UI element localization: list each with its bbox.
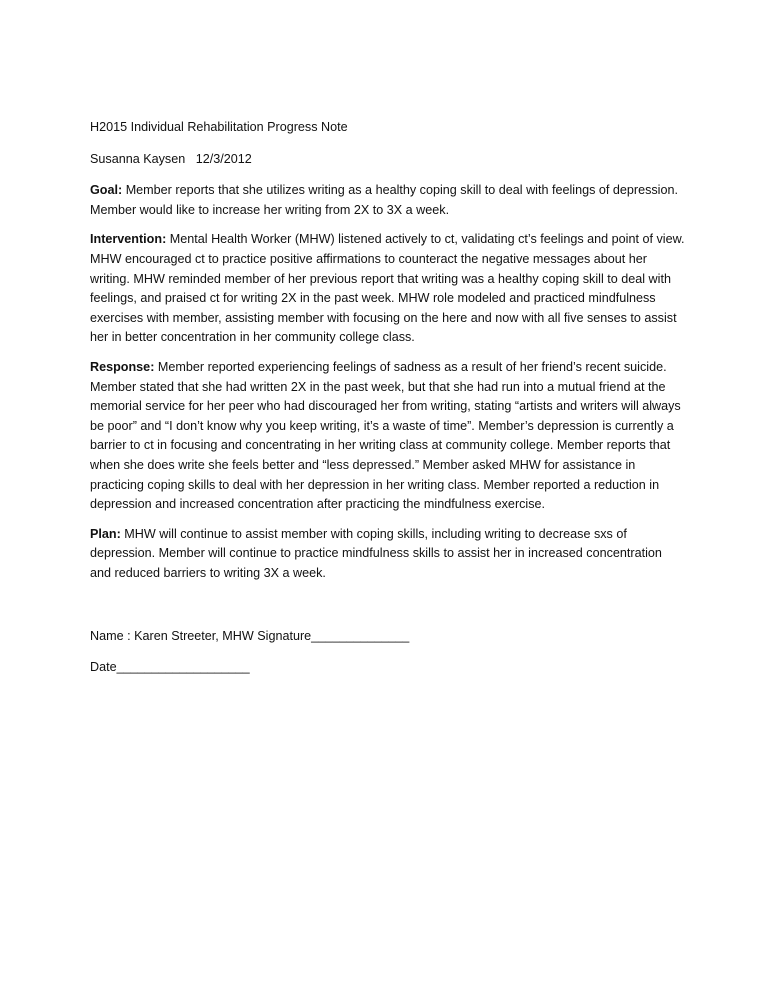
signature-date-line: Date___________________	[90, 660, 250, 675]
plan-label: Plan:	[90, 526, 121, 541]
goal-label: Goal:	[90, 183, 123, 198]
section-spacer	[90, 593, 685, 627]
response-section	[90, 358, 685, 515]
intervention-section	[90, 230, 685, 348]
goal-section	[90, 181, 685, 220]
response-label: Response:	[90, 359, 155, 374]
goal-text: Member reports that she utilizes writing as a healthy coping skill to deal with feelings of depression. Member would like to increase her writing from 2X to 3X a week.	[90, 183, 678, 217]
client-name: Susanna Kaysen	[90, 151, 186, 166]
signature-name-line: Name : Karen Streeter, MHW Signature______________	[90, 629, 410, 644]
document-title: H2015 Individual Rehabilitation Progress Note	[90, 120, 348, 134]
intervention-label: Intervention:	[90, 232, 167, 247]
plan-section	[90, 525, 685, 584]
note-date: 12/3/2012	[195, 151, 252, 166]
progress-note-document	[90, 118, 685, 678]
plan-text: MHW will continue to assist member with coping skills, including writing to decrease sxs of depression. Member will continue to practice mindfulness skills to assist her in increased concentration and reduced barriers to writing 3X a week.	[90, 526, 662, 580]
client-line	[90, 150, 685, 170]
response-text: Member reported experiencing feelings of sadness as a result of her friend’s recent suicide. Member stated that she had written 2X in the past week, but that she had run into a mutual friend at the memorial service for her peer who had discouraged her from writing, stating “artists and writers will always be poor” and “I don’t know why you keep writing, it’s a waste of time”. Member’s depression is currently a barrier to ct in focusing and concentrating in her writing class at community college. Member reports that when she does write she feels better and “less depressed.” Member asked MHW for assistance in practicing coping skills to deal with her depression in her writing class. Member reported a reduction in depression and increased concentration after practicing the mindfulness exercise.	[90, 359, 681, 512]
intervention-text: Mental Health Worker (MHW) listened actively to ct, validating ct’s feelings and point of view. MHW encouraged ct to practice positive affirmations to counteract the negative messages about her writing. MHW reminded member of her previous report that writing was a healthy coping skill to deal with feelings, and praised ct for writing 2X in the past week. MHW role modeled and practiced mindfulness exercises with member, assisting member with focusing on the here and now with all five senses to assist her in better concentration in her community college class.	[90, 232, 685, 345]
